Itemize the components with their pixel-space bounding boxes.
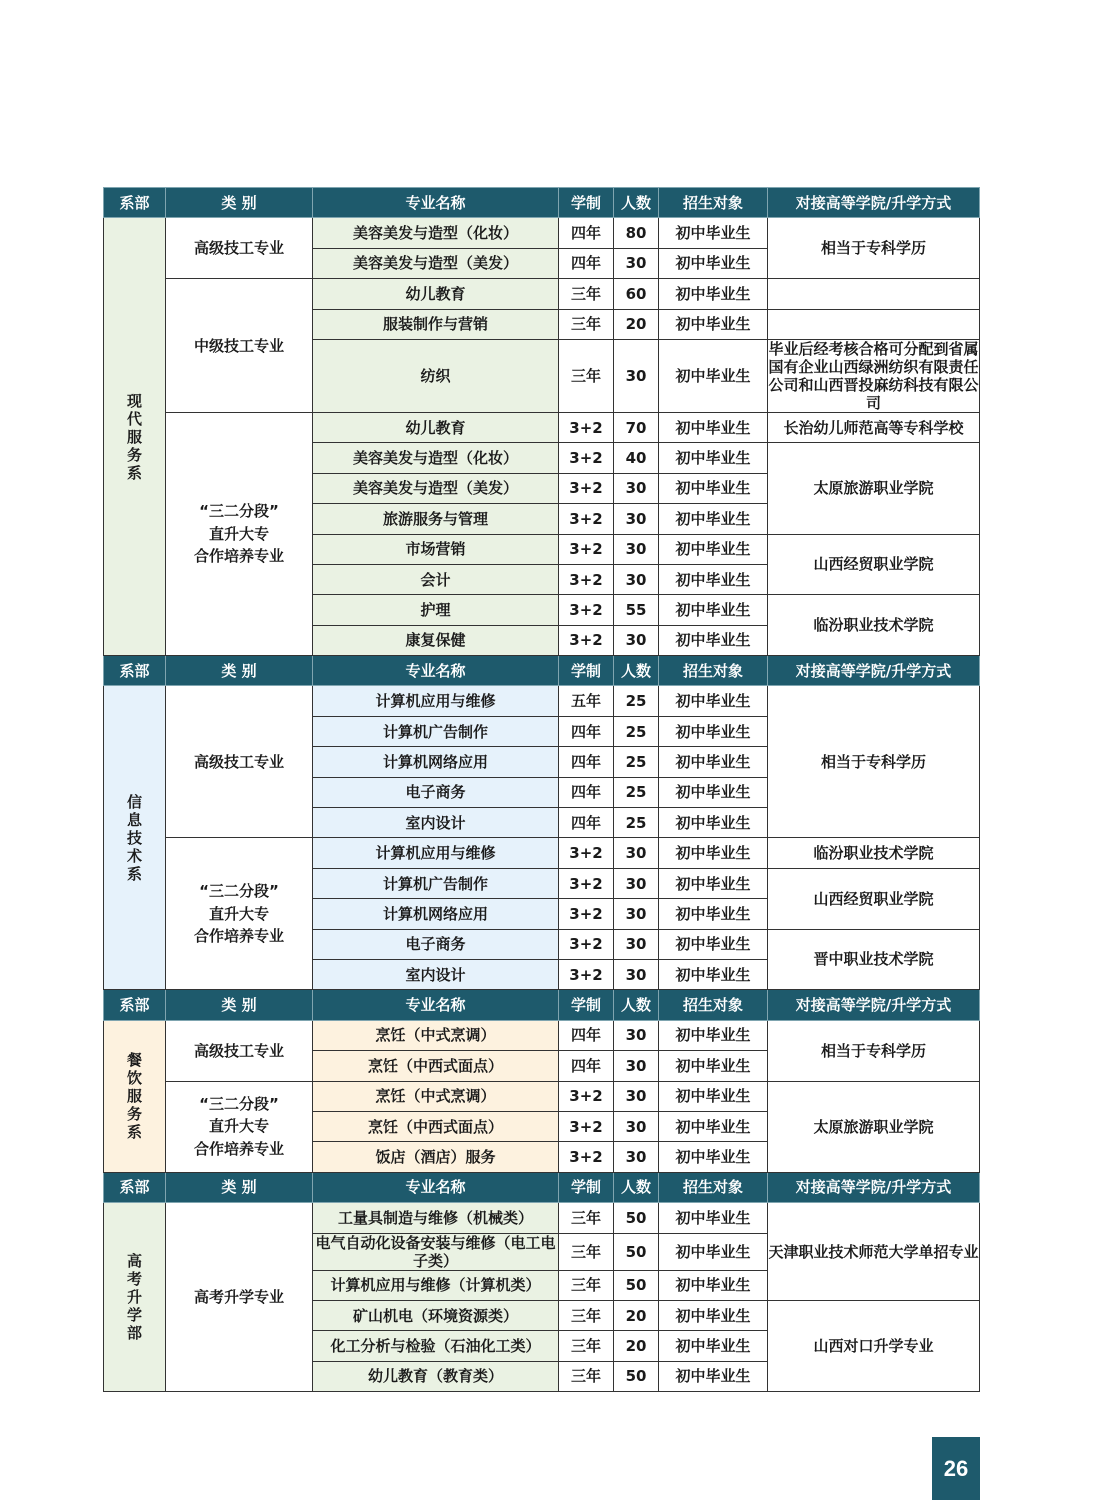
header-target: 招生对象 [659,656,768,686]
dept-char: 服 [126,1087,142,1106]
dept-char: 代 [126,409,142,428]
category-line: “三二分段” [199,882,279,901]
target: 初中毕业生 [659,1270,768,1300]
duration: 3+2 [559,504,614,534]
duration: 三年 [559,339,614,412]
duration: 3+2 [559,595,614,625]
count: 30 [614,625,659,655]
count: 70 [614,412,659,442]
duration: 三年 [559,1300,614,1330]
category-cell: 高考升学专业 [166,1203,313,1392]
header-college: 对接高等学院/升学方式 [768,656,980,686]
major-name: 室内设计 [313,959,559,989]
target: 初中毕业生 [659,504,768,534]
target: 初中毕业生 [659,534,768,564]
college-cell: 长治幼儿师范高等专科学校 [768,412,980,442]
count: 25 [614,808,659,838]
duration: 3+2 [559,625,614,655]
dept-char: 务 [126,445,142,464]
count: 40 [614,443,659,473]
target: 初中毕业生 [659,1331,768,1361]
table-row [104,838,980,868]
count: 30 [614,1051,659,1081]
table-header-row [104,1172,980,1202]
header-dept: 系部 [104,1172,166,1202]
target: 初中毕业生 [659,309,768,339]
target: 初中毕业生 [659,443,768,473]
target: 初中毕业生 [659,412,768,442]
count: 30 [614,929,659,959]
target: 初中毕业生 [659,959,768,989]
category-cell: 高级技工专业 [166,1020,313,1081]
college-cell: 晋中职业技术学院 [768,929,980,990]
duration: 五年 [559,686,614,716]
target: 初中毕业生 [659,1051,768,1081]
duration: 3+2 [559,564,614,594]
header-count: 人数 [614,188,659,218]
duration: 三年 [559,309,614,339]
major-name: 烹饪（中西式面点） [313,1111,559,1141]
target: 初中毕业生 [659,473,768,503]
count: 30 [614,564,659,594]
major-name: 电气自动化设备安装与维修（电工电子类） [313,1233,559,1270]
count: 55 [614,595,659,625]
dept-char: 系 [126,864,142,883]
category-cell: 高级技工专业 [166,218,313,279]
table-row [104,1081,980,1111]
dept-char: 技 [126,828,142,847]
target: 初中毕业生 [659,564,768,594]
header-category: 类 别 [166,1172,313,1202]
dept-char: 系 [126,1123,142,1142]
duration: 3+2 [559,534,614,564]
duration: 3+2 [559,868,614,898]
dept-char: 考 [126,1270,142,1289]
count: 30 [614,473,659,503]
dept-char: 服 [126,427,142,446]
count: 30 [614,248,659,278]
dept-char: 升 [126,1288,142,1307]
duration: 3+2 [559,1081,614,1111]
duration: 3+2 [559,959,614,989]
header-major: 专业名称 [313,188,559,218]
header-count: 人数 [614,1172,659,1202]
duration: 3+2 [559,1142,614,1172]
count: 60 [614,279,659,309]
major-name: 服装制作与营销 [313,309,559,339]
major-name: 电子商务 [313,777,559,807]
dept-char: 部 [126,1324,142,1343]
major-name: 会计 [313,564,559,594]
major-name: 计算机广告制作 [313,716,559,746]
target: 初中毕业生 [659,595,768,625]
count: 20 [614,309,659,339]
target: 初中毕业生 [659,1300,768,1330]
major-name: 室内设计 [313,808,559,838]
target: 初中毕业生 [659,716,768,746]
target: 初中毕业生 [659,838,768,868]
dept-char: 学 [126,1306,142,1325]
header-major: 专业名称 [313,1172,559,1202]
target: 初中毕业生 [659,1081,768,1111]
table-header-row [104,188,980,218]
college-cell: 临汾职业技术学院 [768,595,980,656]
count: 80 [614,218,659,248]
major-name: 幼儿教育 [313,279,559,309]
college-cell [768,309,980,339]
major-name: 烹饪（中式烹调） [313,1020,559,1050]
category-line: 直升大专 [208,524,269,543]
college-cell: 相当于专科学历 [768,218,980,279]
major-name: 饭店（酒店）服务 [313,1142,559,1172]
header-college: 对接高等学院/升学方式 [768,188,980,218]
duration: 四年 [559,248,614,278]
count: 30 [614,1111,659,1141]
target: 初中毕业生 [659,1361,768,1391]
header-college: 对接高等学院/升学方式 [768,990,980,1020]
target: 初中毕业生 [659,1111,768,1141]
count: 30 [614,504,659,534]
header-duration: 学制 [559,990,614,1020]
category-line: 直升大专 [208,1117,269,1136]
duration: 三年 [559,279,614,309]
dept-char: 系 [126,463,142,482]
dept-cell [104,1203,166,1392]
major-name: 旅游服务与管理 [313,504,559,534]
count: 30 [614,959,659,989]
target: 初中毕业生 [659,248,768,278]
header-duration: 学制 [559,1172,614,1202]
major-name: 工量具制造与维修（机械类） [313,1203,559,1233]
category-line: “三二分段” [199,502,279,521]
college-cell: 山西对口升学专业 [768,1300,980,1391]
category-line: 直升大专 [208,904,269,923]
duration: 3+2 [559,473,614,503]
major-name: 电子商务 [313,929,559,959]
enrollment-table [103,187,980,1392]
table-row [104,412,980,442]
major-name: 康复保健 [313,625,559,655]
target: 初中毕业生 [659,279,768,309]
major-name: 幼儿教育（教育类） [313,1361,559,1391]
duration: 四年 [559,747,614,777]
header-target: 招生对象 [659,1172,768,1202]
major-name: 护理 [313,595,559,625]
duration: 四年 [559,777,614,807]
target: 初中毕业生 [659,747,768,777]
dept-char: 术 [126,846,142,865]
target: 初中毕业生 [659,868,768,898]
target: 初中毕业生 [659,808,768,838]
target: 初中毕业生 [659,1203,768,1233]
count: 30 [614,339,659,412]
duration: 三年 [559,1361,614,1391]
dept-char: 信 [126,792,142,811]
page-number: 26 [932,1437,980,1500]
duration: 3+2 [559,929,614,959]
dept-cell [104,218,166,656]
table-row [104,1020,980,1050]
duration: 三年 [559,1331,614,1361]
count: 50 [614,1233,659,1270]
header-college: 对接高等学院/升学方式 [768,1172,980,1202]
major-name: 美容美发与造型（美发） [313,473,559,503]
major-name: 计算机应用与维修 [313,838,559,868]
count: 20 [614,1300,659,1330]
header-duration: 学制 [559,656,614,686]
dept-char: 饮 [126,1069,142,1088]
table-row [104,218,980,248]
count: 25 [614,777,659,807]
major-name: 计算机网络应用 [313,899,559,929]
college-cell: 相当于专科学历 [768,686,980,838]
header-target: 招生对象 [659,990,768,1020]
duration: 三年 [559,1233,614,1270]
college-cell: 毕业后经考核合格可分配到省属国有企业山西绿洲纺织有限责任公司和山西晋投麻纺科技有限公司 [768,339,979,412]
count: 30 [614,1081,659,1111]
college-cell: 太原旅游职业学院 [768,443,980,534]
header-category: 类 别 [166,188,313,218]
duration: 3+2 [559,443,614,473]
dept-cell [104,686,166,990]
count: 25 [614,686,659,716]
dept-char: 现 [126,391,142,410]
header-category: 类 别 [166,990,313,1020]
target: 初中毕业生 [659,1020,768,1050]
count: 50 [614,1270,659,1300]
header-target: 招生对象 [659,188,768,218]
table-row [104,1203,980,1233]
college-cell: 山西经贸职业学院 [768,868,980,929]
major-name: 化工分析与检验（石油化工类） [313,1331,559,1361]
category-line: 合作培养专业 [193,1139,284,1158]
major-name: 美容美发与造型（化妆） [313,443,559,473]
major-name: 计算机应用与维修（计算机类） [313,1270,559,1300]
count: 30 [614,838,659,868]
duration: 3+2 [559,838,614,868]
header-dept: 系部 [104,656,166,686]
duration: 四年 [559,1051,614,1081]
target: 初中毕业生 [659,899,768,929]
duration: 四年 [559,808,614,838]
header-count: 人数 [614,990,659,1020]
college-cell: 太原旅游职业学院 [768,1081,980,1172]
count: 30 [614,534,659,564]
duration: 四年 [559,1020,614,1050]
major-name: 美容美发与造型（美发） [313,248,559,278]
college-cell: 天津职业技术师范大学单招专业 [768,1203,980,1301]
table-header-row [104,990,980,1020]
target: 初中毕业生 [659,1233,768,1270]
count: 50 [614,1203,659,1233]
category-cell [166,1081,313,1172]
major-name: 计算机网络应用 [313,747,559,777]
count: 30 [614,1142,659,1172]
category-cell [166,412,313,655]
category-cell: 高级技工专业 [166,686,313,838]
count: 50 [614,1361,659,1391]
duration: 3+2 [559,1111,614,1141]
table-row [104,279,980,309]
category-line: 合作培养专业 [193,927,284,946]
target: 初中毕业生 [659,339,768,412]
college-cell: 山西经贸职业学院 [768,534,980,595]
major-name: 烹饪（中西式面点） [313,1051,559,1081]
duration: 四年 [559,218,614,248]
duration: 三年 [559,1270,614,1300]
category-line: “三二分段” [199,1094,279,1113]
major-name: 计算机应用与维修 [313,686,559,716]
count: 20 [614,1331,659,1361]
duration: 3+2 [559,899,614,929]
header-major: 专业名称 [313,990,559,1020]
target: 初中毕业生 [659,686,768,716]
target: 初中毕业生 [659,218,768,248]
major-name: 市场营销 [313,534,559,564]
count: 25 [614,747,659,777]
major-name: 幼儿教育 [313,412,559,442]
target: 初中毕业生 [659,777,768,807]
major-name: 矿山机电（环境资源类） [313,1300,559,1330]
dept-char: 餐 [126,1051,142,1070]
header-major: 专业名称 [313,656,559,686]
college-cell [768,279,980,309]
count: 25 [614,716,659,746]
college-cell: 临汾职业技术学院 [768,838,980,868]
header-dept: 系部 [104,990,166,1020]
target: 初中毕业生 [659,625,768,655]
table-row [104,686,980,716]
count: 30 [614,899,659,929]
major-name: 计算机广告制作 [313,868,559,898]
header-duration: 学制 [559,188,614,218]
category-cell: 中级技工专业 [166,279,313,413]
dept-cell [104,1020,166,1172]
target: 初中毕业生 [659,1142,768,1172]
header-count: 人数 [614,656,659,686]
college-cell: 相当于专科学历 [768,1020,980,1081]
major-name: 美容美发与造型（化妆） [313,218,559,248]
header-category: 类 别 [166,656,313,686]
duration: 3+2 [559,412,614,442]
duration: 三年 [559,1203,614,1233]
duration: 四年 [559,716,614,746]
dept-char: 务 [126,1105,142,1124]
header-dept: 系部 [104,188,166,218]
count: 30 [614,868,659,898]
dept-char: 高 [126,1252,142,1271]
major-name: 烹饪（中式烹调） [313,1081,559,1111]
category-cell [166,838,313,990]
table-header-row [104,656,980,686]
target: 初中毕业生 [659,929,768,959]
dept-char: 息 [126,810,142,829]
major-name: 纺织 [313,339,559,412]
category-line: 合作培养专业 [193,547,284,566]
count: 30 [614,1020,659,1050]
